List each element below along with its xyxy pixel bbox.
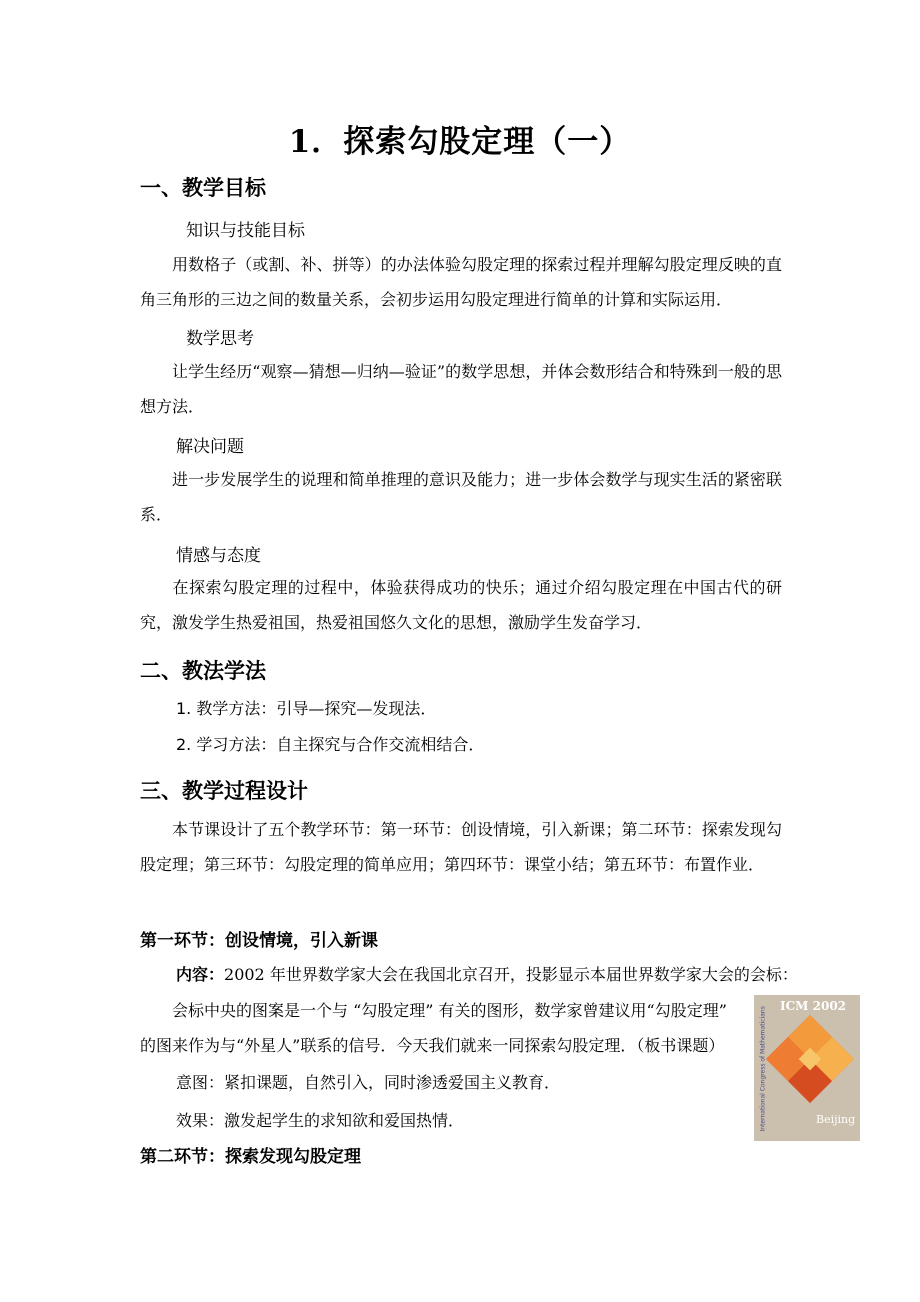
content-line-3: 的图来作为与“外星人”联系的信号．今天我们就来一同探索勾股定理．（板书课题） xyxy=(140,1036,725,1055)
subheading-problem-solving: 解决问题 xyxy=(176,437,244,457)
intent-text: 紧扣课题，自然引入，同时渗透爱国主义教育． xyxy=(224,1073,561,1092)
step2-heading: 第二环节：探索发现勾股定理 xyxy=(140,1147,361,1167)
paragraph-problem-solving xyxy=(140,462,782,532)
content-line-2: 会标中央的图案是一个与 “勾股定理” 有关的图形，数学家曾建议用“勾股定理” xyxy=(172,1001,727,1020)
teaching-method-label: 1. 教学方法： xyxy=(176,699,277,718)
section-heading-process: 三、教学过程设计 xyxy=(140,779,308,803)
teaching-method-text: 引导—探究—发现法． xyxy=(276,699,437,718)
icm-logo-side-text: International Congress of Mathematicians xyxy=(759,1006,767,1132)
learning-method-line xyxy=(176,728,484,762)
intent-line xyxy=(176,1066,560,1100)
paragraph-math-thinking xyxy=(140,354,782,424)
paragraph-math-thinking-text: 让学生经历“观察—猜想—归纳—验证”的数学思想，并体会数形结合和特殊到一般的思想方法． xyxy=(140,362,782,416)
intent-label: 意图： xyxy=(176,1073,225,1092)
effect-text: 激发起学生的求知欲和爱国热情． xyxy=(224,1111,465,1130)
section-heading-objectives: 一、教学目标 xyxy=(140,176,266,200)
paragraph-process-intro xyxy=(140,812,782,882)
subheading-knowledge: 知识与技能目标 xyxy=(186,221,305,241)
step1-heading: 第一环节：创设情境，引入新课 xyxy=(140,931,378,951)
paragraph-attitude xyxy=(140,570,782,640)
teaching-method-line xyxy=(176,692,436,726)
learning-method-label: 2. 学习方法： xyxy=(176,735,277,754)
effect-line xyxy=(176,1104,464,1138)
icm-logo-top-text: ICM 2002 xyxy=(780,999,847,1013)
paragraph-knowledge xyxy=(140,247,782,317)
content-label: 内容： xyxy=(176,965,225,984)
paragraph-process-intro-text: 本节课设计了五个教学环节：第一环节：创设情境，引入新课；第二环节：探索发现勾股定理；第三环节：勾股定理的简单应用；第四环节：课堂小结；第五环节：布置作业． xyxy=(140,820,782,874)
paragraph-knowledge-text: 用数格子（或割、补、拼等）的办法体验勾股定理的探索过程并理解勾股定理反映的直角三角形的三边之间的数量关系，会初步运用勾股定理进行简单的计算和实际运用． xyxy=(140,255,782,309)
content-text-1: 2002 年世界数学家大会在我国北京召开，投影显示本届世界数学家大会的会标： xyxy=(224,965,798,984)
paragraph-attitude-text: 在探索勾股定理的过程中，体验获得成功的快乐；通过介绍勾股定理在中国古代的研究，激发学生热爱祖国，热爱祖国悠久文化的思想，激励学生发奋学习． xyxy=(140,578,782,632)
effect-label: 效果： xyxy=(176,1111,225,1130)
content-line-1 xyxy=(176,958,798,992)
paragraph-problem-solving-text: 进一步发展学生的说理和简单推理的意识及能力；进一步体会数学与现实生活的紧密联系． xyxy=(140,470,782,524)
subheading-attitude: 情感与态度 xyxy=(176,546,261,566)
learning-method-text: 自主探究与合作交流相结合． xyxy=(276,735,485,754)
section-heading-methods: 二、教法学法 xyxy=(140,659,266,683)
icm-2002-logo-image xyxy=(754,995,860,1141)
document-title: 1．探索勾股定理（一） xyxy=(288,124,632,160)
icm-logo-city: Beijing xyxy=(816,1113,856,1126)
subheading-math-thinking: 数学思考 xyxy=(186,329,254,349)
